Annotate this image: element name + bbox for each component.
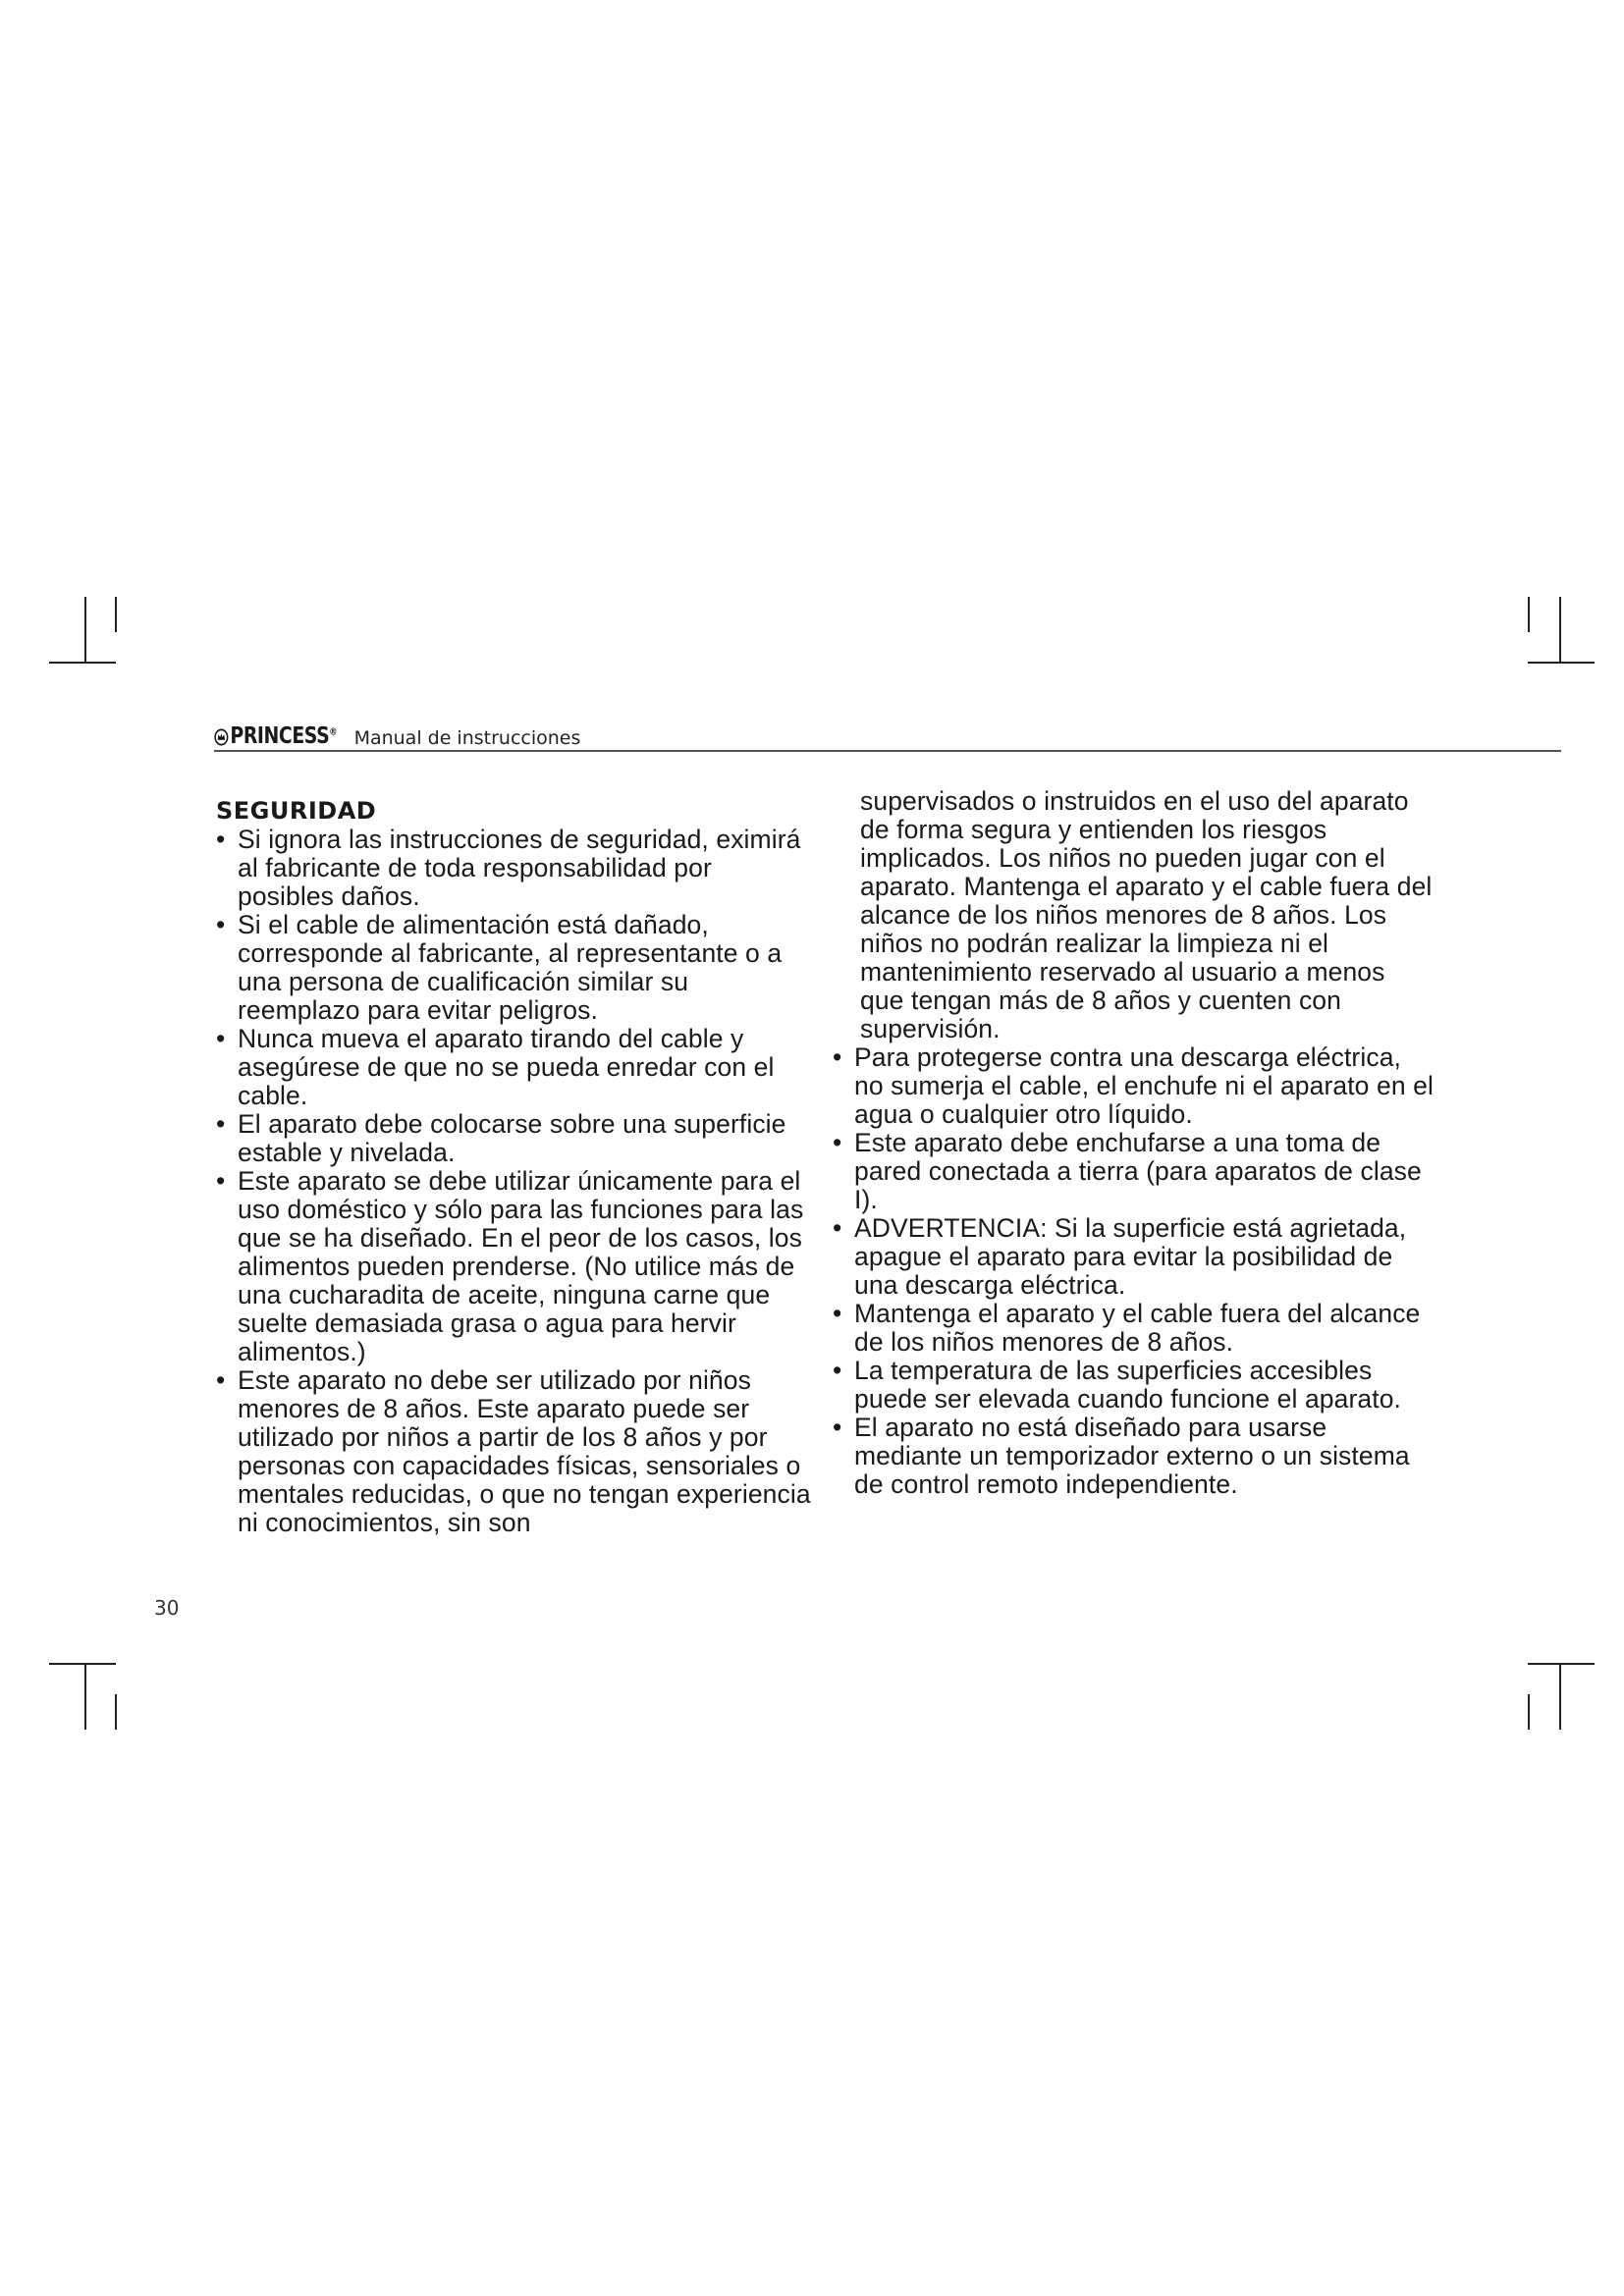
list-item-text: Mantenga el aparato y el cable fuera del alcance de los niños menores de 8 años. [854,1299,1421,1357]
crop-mark-bottom-left-v [84,1663,86,1730]
list-item [216,911,815,1025]
list-item-text: Este aparato debe enchufarse a una toma de pared conectada a tierra (para aparatos de clase I). [854,1128,1422,1214]
crop-mark-top-left-h [49,662,116,664]
bullet: • [216,910,226,939]
list-item-text: La temperatura de las superficies accesibles puede ser elevada cuando funcione el aparato. [854,1356,1402,1414]
list-item [216,1110,815,1167]
list-item-text: ADVERTENCIA: Si la superficie está agrietada, apague el aparato para evitar la posibilidad de una descarga eléctrica. [854,1213,1407,1300]
list-item [833,1357,1434,1414]
crop-mark-top-left-v2 [115,597,117,632]
bullet: • [216,1109,226,1139]
bullet: • [216,1365,226,1395]
bullet: • [833,1413,842,1442]
continuation-text: supervisados o instruidos en el uso del aparato de forma segura y entienden los riesgos implicados. Los niños no pueden jugar con el aparato. Mantenga el aparato y el cable fuera del alcance de los niños menores de 8 años. Los niños no podrán realizar la limpieza ni el mantenimiento reservado al usuario a menos que tengan más de 8 años y cuenten con supervisión. [860,786,1433,1043]
list-item [216,826,815,911]
crop-mark-top-right-v [1559,597,1561,664]
bullet: • [216,1166,226,1196]
safety-list-left [216,826,815,1537]
bullet: • [833,1213,842,1243]
page-header [214,709,1561,748]
bullet: • [833,1128,842,1157]
crop-mark-bottom-left-h [49,1663,116,1665]
brand-name: PRINCESS® [230,723,338,749]
list-item-text: Para protegerse contra una descarga eléctrica, no sumerja el cable, el enchufe ni el aparato en el agua o cualquier otro líquido. [854,1042,1434,1129]
bullet: • [833,1299,842,1328]
list-item [833,1414,1434,1499]
header-divider [214,750,1561,752]
list-item [216,1167,815,1366]
bullet: • [833,1042,842,1072]
list-item [216,1025,815,1110]
list-item-text: Si el cable de alimentación está dañado, corresponde al fabricante, al representante o a una persona de cualificación similar su reemplazo para evitar peligros. [238,910,783,1025]
crop-mark-bottom-right-v2 [1528,1694,1530,1730]
crop-mark-top-left-v [84,597,86,664]
left-column [216,787,815,1537]
list-item-text: Este aparato se debe utilizar únicamente para el uso doméstico y sólo para las funciones para las que se ha diseñado. En el peor de los casos, los alimentos pueden prenderse. (No utilice más de una cucharadita de aceite, ninguna carne que suelte demasiada grasa o agua para hervir alimentos.) [238,1166,804,1366]
page-number: 30 [154,1596,180,1620]
bullet: • [833,1356,842,1385]
list-item-text: Si ignora las instrucciones de seguridad, eximirá al fabricante de toda responsabilidad por posibles daños. [238,825,801,911]
list-item-text: El aparato debe colocarse sobre una superficie estable y nivelada. [238,1109,786,1167]
bullet: • [216,1024,226,1053]
list-item [833,1129,1434,1214]
list-item [216,1366,815,1537]
section-title: SEGURIDAD [216,797,377,825]
brand-logo [214,725,337,748]
manual-title: Manual de instrucciones [353,727,581,749]
list-item [833,1043,1434,1129]
crop-mark-top-right-h [1528,662,1595,664]
safety-list-right [833,1043,1434,1499]
crop-mark-bottom-right-v [1559,1663,1561,1730]
list-item-text: Este aparato no debe ser utilizado por niños menores de 8 años. Este aparato puede ser utilizado por niños a partir de los 8 años y por personas con capacidades físicas, sensoriales o mentales reducidas, o que no tengan experiencia ni conocimientos, sin son [238,1365,811,1537]
crop-mark-bottom-right-h [1528,1663,1595,1665]
list-item [833,1214,1434,1300]
list-item-text: Nunca mueva el aparato tirando del cable y asegúrese de que no se pueda enredar con el cable. [238,1024,775,1110]
list-item-text: El aparato no está diseñado para usarse mediante un temporizador externo o un sistema de control remoto independiente. [854,1413,1410,1499]
list-item [833,1300,1434,1357]
bullet: • [216,825,226,854]
right-column [833,787,1434,1499]
crop-mark-bottom-left-v2 [115,1694,117,1730]
crop-mark-top-right-v2 [1528,597,1530,632]
crown-icon [214,728,229,746]
